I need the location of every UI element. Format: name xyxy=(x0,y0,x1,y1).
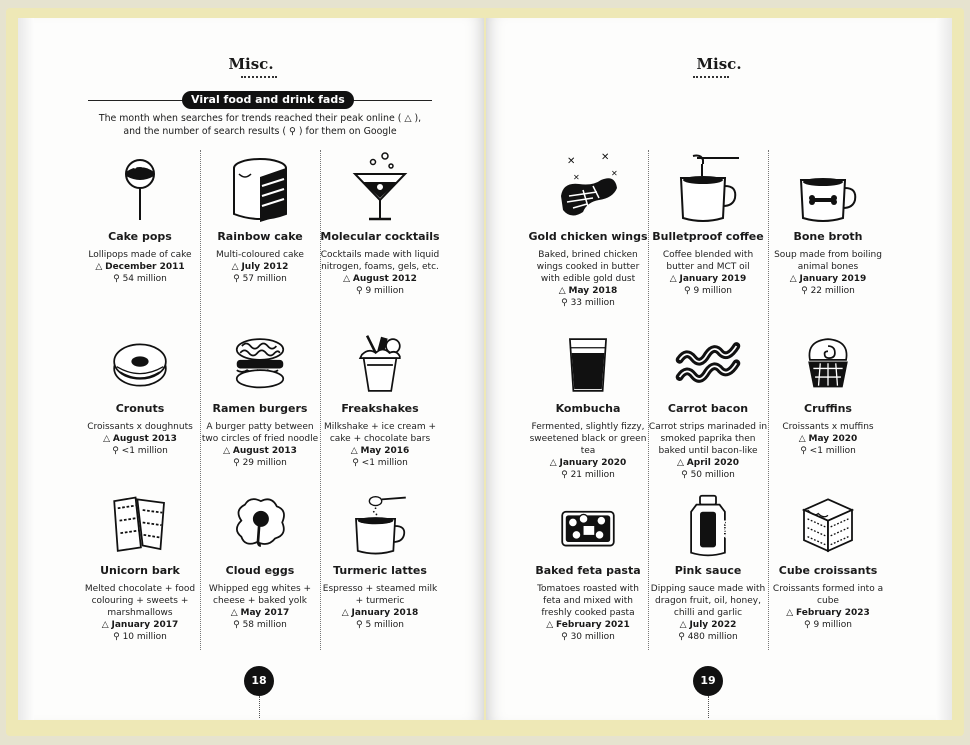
fad-item-cake-pops xyxy=(80,152,200,285)
fad-results: ⚲ <1 million xyxy=(352,458,408,468)
fad-description: Tomatoes roasted with feta and mixed with freshly cooked pasta xyxy=(537,584,639,618)
turmeric-latte-icon xyxy=(345,494,415,558)
svg-text:✕: ✕ xyxy=(611,169,618,178)
fad-peak: △ May 2018 xyxy=(558,286,618,296)
fad-results: ⚲ 50 million xyxy=(681,470,735,480)
fad-peak: △ May 2017 xyxy=(230,608,290,618)
fad-name: Ramen burgers xyxy=(212,402,308,415)
fad-results: ⚲ <1 million xyxy=(112,446,168,456)
fad-name: Bulletproof coffee xyxy=(652,230,764,243)
fad-name: Unicorn bark xyxy=(100,564,180,577)
page-number-tail xyxy=(259,696,260,718)
page-number-left: 18 xyxy=(244,666,274,696)
fad-peak: △ July 2022 xyxy=(679,620,737,630)
fad-item-unicorn-bark xyxy=(80,494,200,643)
fad-description: Croissants x doughnuts xyxy=(87,422,193,432)
kombucha-glass-icon xyxy=(553,334,623,396)
subtitle: The month when searches for trends reached their peak online ( △ ), and the number of search results ( ⚲ ) for them on Google xyxy=(98,113,422,137)
page-number-right: 19 xyxy=(693,666,723,696)
fad-name: Freakshakes xyxy=(341,402,419,415)
fad-peak: △ July 2012 xyxy=(231,262,289,272)
fad-item-cronuts xyxy=(80,334,200,457)
fad-item-cloud-eggs xyxy=(200,494,320,631)
fad-name: Cronuts xyxy=(115,402,165,415)
fad-description: Baked, brined chicken wings cooked in butter with edible gold dust xyxy=(536,250,640,284)
fad-item-kombucha xyxy=(528,334,648,481)
fad-results: ⚲ 480 million xyxy=(678,632,738,642)
cruffin-icon xyxy=(793,334,863,396)
cake-pop-icon xyxy=(105,152,175,224)
fad-peak: △ August 2012 xyxy=(343,274,417,284)
fad-results: ⚲ 33 million xyxy=(561,298,615,308)
fad-item-pink-sauce xyxy=(648,494,768,643)
fad-item-cube-croissants xyxy=(768,494,888,631)
section-heading-right: Misc. xyxy=(696,55,742,73)
gold-wing-icon xyxy=(553,152,623,224)
fad-peak: △ April 2020 xyxy=(677,458,739,468)
freakshake-icon xyxy=(345,334,415,396)
fad-name: Baked feta pasta xyxy=(535,564,641,577)
feta-pasta-dish-icon xyxy=(553,494,623,558)
cronut-icon xyxy=(105,334,175,396)
fad-item-ramen-burgers xyxy=(200,334,320,469)
svg-text:✕: ✕ xyxy=(567,156,576,167)
fad-results: ⚲ 9 million xyxy=(355,286,405,296)
fad-peak: △ January 2017 xyxy=(101,620,179,630)
fad-item-bone-broth xyxy=(768,152,888,297)
bulletproof-coffee-icon xyxy=(673,152,743,224)
fad-results: ⚲ 21 million xyxy=(561,470,615,480)
fad-results: ⚲ 29 million xyxy=(233,458,287,468)
bottle-label: PINK xyxy=(720,519,730,540)
fad-name: Pink sauce xyxy=(674,564,742,577)
fad-item-carrot-bacon xyxy=(648,334,768,481)
fad-description: Soup made from boiling animal bones xyxy=(774,250,882,272)
fad-name: Molecular cocktails xyxy=(320,230,440,243)
fad-item-baked-feta-pasta xyxy=(528,494,648,643)
fad-name: Rainbow cake xyxy=(217,230,303,243)
left-page xyxy=(18,18,484,720)
fad-peak: △ December 2011 xyxy=(95,262,185,272)
fad-item-rainbow-cake xyxy=(200,152,320,285)
fad-results: ⚲ 9 million xyxy=(803,620,853,630)
fad-description: Lollipops made of cake xyxy=(88,250,192,260)
svg-text:✕: ✕ xyxy=(573,173,580,182)
cube-croissant-icon xyxy=(793,494,863,558)
fad-results: ⚲ 9 million xyxy=(683,286,733,296)
fad-peak: △ January 2020 xyxy=(549,458,627,468)
cocktail-glass-icon xyxy=(345,152,415,224)
bone-broth-mug-icon xyxy=(793,152,863,224)
page-title: Viral food and drink fads xyxy=(182,91,354,109)
fad-description: Carrot strips marinaded in smoked paprika then baked until bacon-like xyxy=(648,422,768,456)
section-underline xyxy=(241,76,277,78)
fad-results: ⚲ 5 million xyxy=(355,620,405,630)
fad-description: A burger patty between two circles of fried noodle xyxy=(201,422,319,444)
fad-item-freakshakes xyxy=(320,334,440,469)
fad-item-molecular-cocktails xyxy=(320,152,440,297)
fad-results: ⚲ 58 million xyxy=(233,620,287,630)
fad-peak: △ January 2019 xyxy=(789,274,867,284)
fad-name: Turmeric lattes xyxy=(333,564,427,577)
fad-item-bulletproof-coffee xyxy=(648,152,768,297)
fad-results: ⚲ 22 million xyxy=(801,286,855,296)
fad-description: Croissants x muffins xyxy=(782,422,874,432)
ramen-burger-icon xyxy=(225,334,295,396)
cloud-egg-icon xyxy=(225,494,295,558)
fad-name: Cruffins xyxy=(804,402,852,415)
fad-item-turmeric-lattes xyxy=(320,494,440,631)
fad-results: ⚲ 10 million xyxy=(113,632,167,642)
fad-item-cruffins xyxy=(768,334,888,457)
fad-description: Cocktails made with liquid nitrogen, foams, gels, etc. xyxy=(320,250,440,272)
section-underline xyxy=(693,76,729,78)
pink-sauce-bottle-icon xyxy=(673,494,743,558)
fad-description: Dipping sauce made with dragon fruit, oil, honey, chilli and garlic xyxy=(650,584,766,618)
page-number-tail xyxy=(708,696,709,718)
fad-description: Fermented, slightly fizzy, sweetened black or green tea xyxy=(529,422,647,456)
fad-name: Cloud eggs xyxy=(225,564,295,577)
fad-peak: △ August 2013 xyxy=(103,434,177,444)
fad-description: Whipped egg whites + cheese + baked yolk xyxy=(208,584,312,606)
fad-peak: △ January 2018 xyxy=(341,608,419,618)
fad-name: Bone broth xyxy=(793,230,863,243)
fad-name: Carrot bacon xyxy=(667,402,749,415)
fad-name: Gold chicken wings xyxy=(528,230,648,243)
fad-peak: △ May 2020 xyxy=(798,434,858,444)
fad-item-gold-chicken-wings xyxy=(528,152,648,309)
fad-description: Croissants formed into a cube xyxy=(772,584,884,606)
fad-peak: △ February 2023 xyxy=(786,608,870,618)
right-page xyxy=(486,18,952,720)
fad-results: ⚲ 54 million xyxy=(113,274,167,284)
rainbow-cake-icon xyxy=(225,152,295,224)
section-heading-left: Misc. xyxy=(228,55,274,73)
fad-peak: △ January 2019 xyxy=(669,274,747,284)
fad-description: Multi-coloured cake xyxy=(216,250,304,260)
fad-name: Cube croissants xyxy=(778,564,878,577)
fad-results: ⚲ 30 million xyxy=(561,632,615,642)
fad-results: ⚲ 57 million xyxy=(233,274,287,284)
svg-text:✕: ✕ xyxy=(601,152,610,163)
fad-description: Melted chocolate + food colouring + sweets + marshmallows xyxy=(84,584,196,618)
fad-description: Espresso + steamed milk + turmeric xyxy=(322,584,438,606)
fad-description: Milkshake + ice cream + cake + chocolate bars xyxy=(323,422,437,444)
unicorn-bark-icon xyxy=(105,494,175,558)
fad-peak: △ May 2016 xyxy=(350,446,410,456)
fad-description: Coffee blended with butter and MCT oil xyxy=(662,250,754,272)
fad-peak: △ February 2021 xyxy=(546,620,630,630)
fad-name: Cake pops xyxy=(108,230,172,243)
fad-name: Kombucha xyxy=(555,402,621,415)
carrot-bacon-icon xyxy=(673,334,743,396)
fad-peak: △ August 2013 xyxy=(223,446,297,456)
fad-results: ⚲ <1 million xyxy=(800,446,856,456)
